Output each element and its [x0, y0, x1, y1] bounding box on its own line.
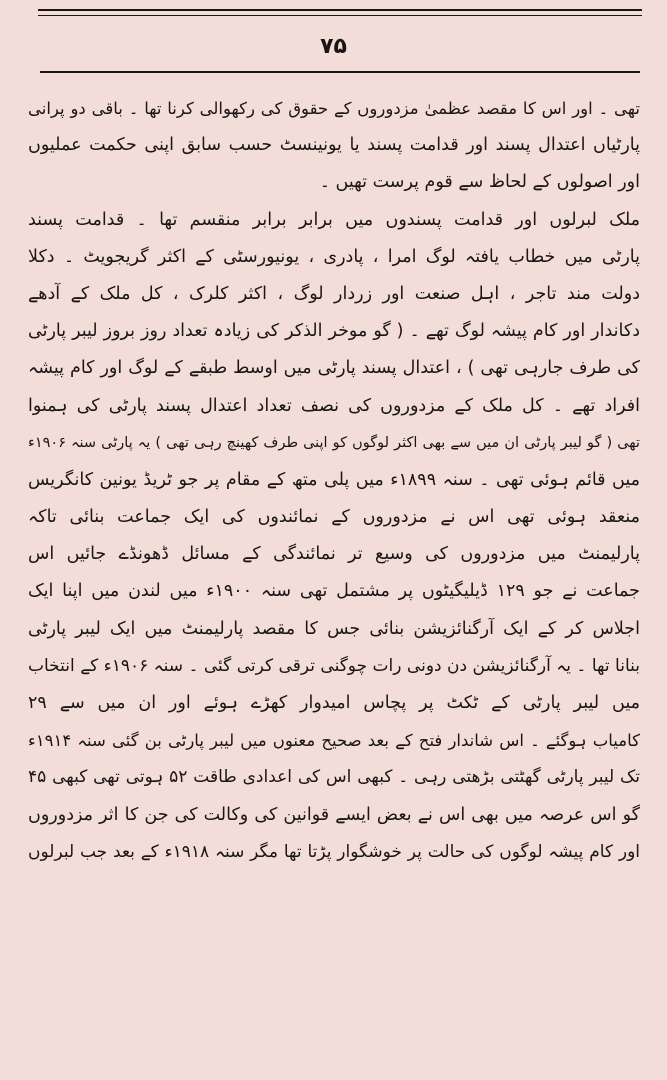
header-rule-top [38, 9, 642, 11]
text-line: دولت مند تاجر ، اہل صنعت اور زردار لوگ ، اکثر کلرک ، کل ملک کے آدھے [28, 283, 640, 304]
header-rule-inner [38, 15, 642, 16]
text-line: تھی ۔ اور اس کا مقصد عظمیٰ مزدوروں کے حقوق کی رکھوالی کرنا تھا ۔ باقی دو پرانی [28, 99, 640, 118]
body-text [28, 90, 640, 871]
page-number: ۷۵ [320, 34, 347, 59]
text-line: منعقد ہوئی تھی اس نے مزدوروں کے نمائندوں کی ایک جماعت بنائی تاکہ [28, 507, 640, 528]
text-line: افراد تھے ۔ کل ملک کے مزدوروں کی نصف تعداد اعتدال پسند پارٹی کی ہمنوا [28, 395, 640, 416]
header-rule-bottom [40, 71, 640, 73]
text-line: پارلیمنٹ میں مزدوروں کی وسیع تر نمائندگی کے مسائل ڈھونڈے جائیں اس [28, 544, 640, 565]
text-line: کی طرف جارہی تھی ) ، اعتدال پسند پارٹی میں اوسط طبقے کے لوگ اور کام پیشہ [28, 358, 640, 379]
text-line: دکاندار اور کام پیشہ لوگ تھے ۔ ( گو موخر الذکر کی زیادہ تعداد روز بروز لیبر پارٹی [28, 321, 640, 342]
text-line: بنانا تھا ۔ یہ آرگنائزیشن دن دونی رات چوگنی ترقی کرتی گئی ۔ سنہ ۱۹۰۶ء کے انتخاب [28, 655, 640, 676]
text-line: تک لیبر پارٹی گھٹتی بڑھتی رہی ۔ کبھی اس کی اعدادی طاقت ۵۲ ہوتی تھی کبھی ۴۵ [28, 767, 640, 788]
text-line: کامیاب ہوگئے ۔ اس شاندار فتح کے بعد صحیح معنوں میں لیبر پارٹی بن گئی سنہ ۱۹۱۴ء [28, 731, 640, 751]
text-line: میں قائم ہوئی تھی ۔ سنہ ۱۸۹۹ء میں پلی متھ کے مقام پر جو ٹریڈ یونین کانگریس [28, 469, 640, 490]
text-line: اجلاس کر کے ایک آرگنائزیشن بنائی جس کا مقصد پارلیمنٹ میں ایک لیبر پارٹی [28, 618, 640, 639]
text-line: اور کام پیشہ لوگوں کی حالت پر خوشگوار پڑتا تھا مگر سنہ ۱۹۱۸ء کے بعد جب لبرلوں [28, 841, 640, 862]
text-line: جماعت نے جو ۱۲۹ ڈیلیگیٹوں پر مشتمل تھی سنہ ۱۹۰۰ء میں لندن میں اپنا ایک [28, 581, 640, 602]
text-line: تھی ( گو لیبر پارٹی ان میں سے بھی اکثر لوگوں کو اپنی طرف کھینچ رہی تھی ) یہ پارٹی سنہ ۱۹۰۶ء [28, 434, 640, 451]
text-line: گو اس عرصہ میں بھی اس نے بعض ایسے قوانین کی وکالت کی جن کا اثر مزدوروں [28, 804, 640, 825]
text-line: پارٹی میں خطاب یافتہ لوگ امرا ، پادری ، یونیورسٹی کے اکثر گریجویٹ ۔ دکلا [28, 246, 640, 267]
text-line: میں لیبر پارٹی کے ٹکٹ پر پچاس امیدوار کھڑے ہوئے اور ان میں سے ۲۹ [28, 693, 640, 713]
text-line: پارٹیاں اعتدال پسند اور قدامت پسند یا یونینسٹ حسب سابق اپنی حکمت عملیوں [28, 135, 640, 156]
text-line: اور اصولوں کے لحاظ سے قوم پرست تھیں ۔ [319, 172, 640, 193]
text-line: ملک لبرلوں اور قدامت پسندوں میں برابر برابر منقسم تھا ۔ قدامت پسند [28, 209, 640, 230]
